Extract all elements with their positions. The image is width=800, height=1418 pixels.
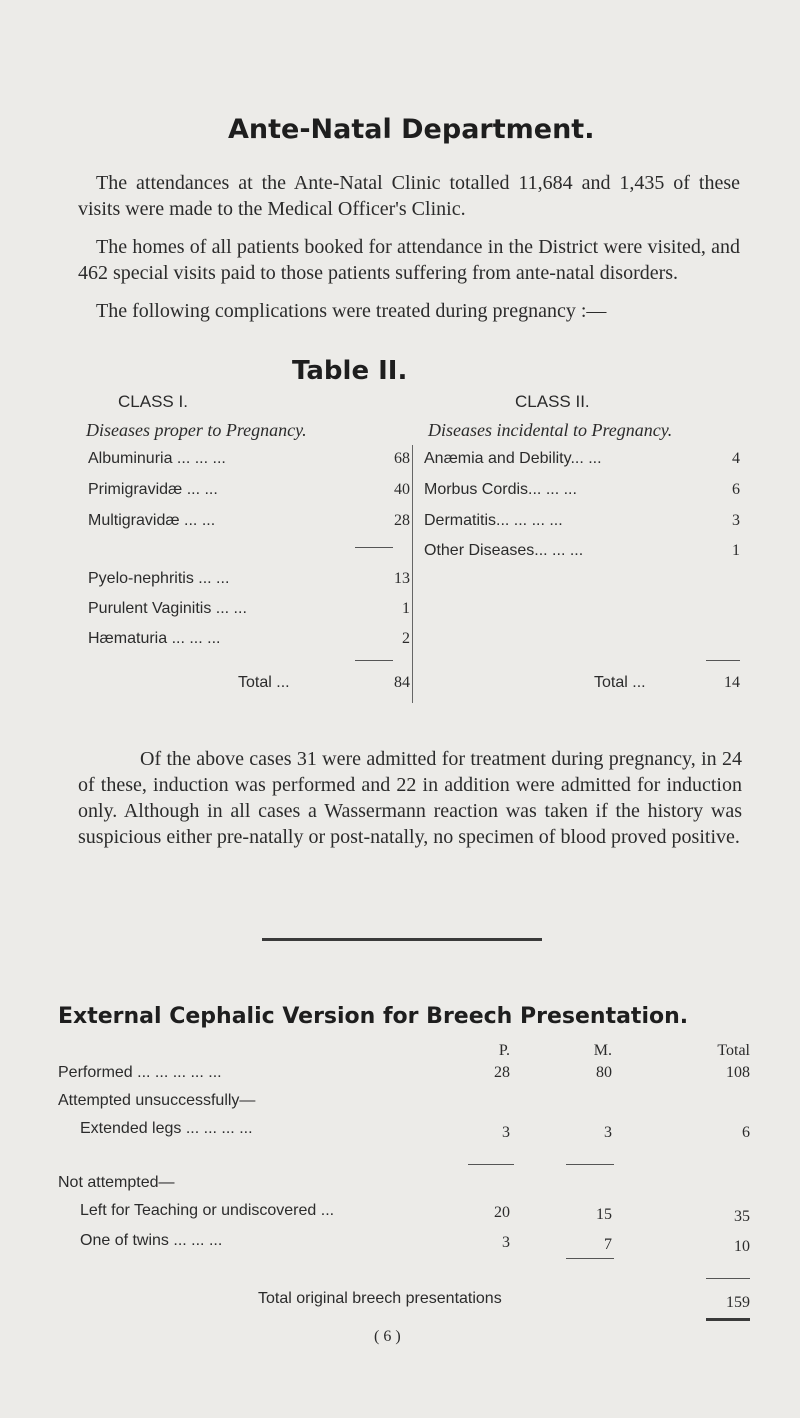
paragraph-text: The homes of all patients booked for attendance in the District were visited, and 462 special visits paid to those patients suffering from ante-natal disorders. — [78, 236, 740, 284]
table-row: Hæmaturia ... ... ... — [88, 630, 221, 647]
table-cell-value: 35 — [734, 1208, 750, 1225]
paragraph-attendances — [78, 170, 740, 222]
paragraph-text: Of the above cases 31 were admitted for treatment during pregnancy, in 24 of these, induction was performed and 22 in addition were admitted for induction only. Although in all cases a Wassermann reaction was taken if the history was suspicious either pre-natally or post-natally, no specimen of blood proved positive. — [78, 748, 742, 848]
table-cell-value: 2 — [402, 630, 410, 647]
paragraph-homes — [78, 234, 740, 286]
column-header-p: P. — [498, 1042, 510, 1059]
class1-heading: CLASS I. — [118, 392, 188, 411]
table-cell-value: 7 — [604, 1236, 612, 1253]
table-cell-value: 10 — [734, 1238, 750, 1255]
table-row: Multigravidæ ... ... — [88, 512, 216, 529]
table-cell-value: 3 — [502, 1234, 510, 1251]
class2-heading: CLASS II. — [515, 392, 590, 411]
table-cell-value: 3 — [604, 1124, 612, 1141]
total-rule — [706, 1278, 750, 1279]
class2-total-label: Total ... — [594, 674, 646, 691]
table-row: Dermatitis... ... ... ... — [424, 512, 563, 529]
row-left-for-teaching: Left for Teaching or undiscovered ... — [80, 1202, 335, 1219]
table-cell-value: 28 — [394, 512, 410, 529]
table-title: Table II. — [292, 356, 408, 386]
total-rule — [706, 660, 740, 661]
class1-total-label: Total ... — [238, 674, 290, 691]
table-row: Anæmia and Debility... ... — [424, 450, 602, 467]
subtotal-rule — [566, 1164, 614, 1165]
table-cell-value: 4 — [732, 450, 740, 467]
table-row: Morbus Cordis... ... ... — [424, 481, 577, 498]
table-cell-value: 15 — [596, 1206, 612, 1223]
row-one-of-twins: One of twins ... ... ... — [80, 1232, 223, 1249]
attempted-heading: Attempted unsuccessfully— — [58, 1092, 256, 1109]
table-cell-value: 20 — [494, 1204, 510, 1221]
row-performed: Performed ... ... ... ... ... — [58, 1064, 222, 1081]
paragraph-admissions — [78, 746, 742, 850]
table-cell-value: 40 — [394, 481, 410, 498]
total-rule — [355, 660, 393, 661]
table-cell-value: 1 — [402, 600, 410, 617]
column-header-m: M. — [593, 1042, 612, 1059]
column-divider — [412, 445, 413, 703]
section-title-ante-natal: Ante-Natal Department. — [228, 114, 595, 145]
table-cell-value: 80 — [596, 1064, 612, 1081]
table-cell-value: 6 — [742, 1124, 750, 1141]
subtotal-rule — [355, 547, 393, 548]
table-cell-value: 28 — [494, 1064, 510, 1081]
section-separator — [262, 938, 542, 941]
total-breech-label: Total original breech presentations — [258, 1290, 502, 1307]
subtotal-rule — [468, 1164, 514, 1165]
row-extended-legs: Extended legs ... ... ... ... — [80, 1120, 253, 1137]
class2-subheading: Diseases incidental to Pregnancy. — [428, 420, 673, 440]
page-number: ( 6 ) — [374, 1328, 401, 1345]
paragraph-text: The attendances at the Ante-Natal Clinic totalled 11,684 and 1,435 of these visits were made to the Medical Officer's Clinic. — [78, 172, 740, 220]
table-cell-value: 108 — [726, 1064, 750, 1081]
table-cell-value: 3 — [732, 512, 740, 529]
column-header-total: Total — [717, 1042, 750, 1059]
table-row: Purulent Vaginitis ... ... — [88, 600, 247, 617]
table-cell-value: 6 — [732, 481, 740, 498]
total-double-rule — [706, 1318, 750, 1321]
not-attempted-heading: Not attempted— — [58, 1174, 175, 1191]
table-cell-value: 13 — [394, 570, 410, 587]
table-cell-value: 3 — [502, 1124, 510, 1141]
table-row: Albuminuria ... ... ... — [88, 450, 226, 467]
section-title-cephalic-version: External Cephalic Version for Breech Presentation. — [58, 1004, 689, 1029]
class1-subheading: Diseases proper to Pregnancy. — [86, 420, 307, 440]
class1-total-value: 84 — [394, 674, 410, 691]
subtotal-rule — [566, 1258, 614, 1259]
paragraph-complications — [78, 298, 740, 324]
table-row: Other Diseases... ... ... — [424, 542, 584, 559]
table-row: Primigravidæ ... ... — [88, 481, 218, 498]
table-cell-value: 1 — [732, 542, 740, 559]
paragraph-text: The following complications were treated during pregnancy :— — [96, 300, 607, 322]
class2-total-value: 14 — [724, 674, 740, 691]
table-row: Pyelo-nephritis ... ... — [88, 570, 230, 587]
total-breech-value: 159 — [726, 1294, 750, 1311]
table-cell-value: 68 — [394, 450, 410, 467]
